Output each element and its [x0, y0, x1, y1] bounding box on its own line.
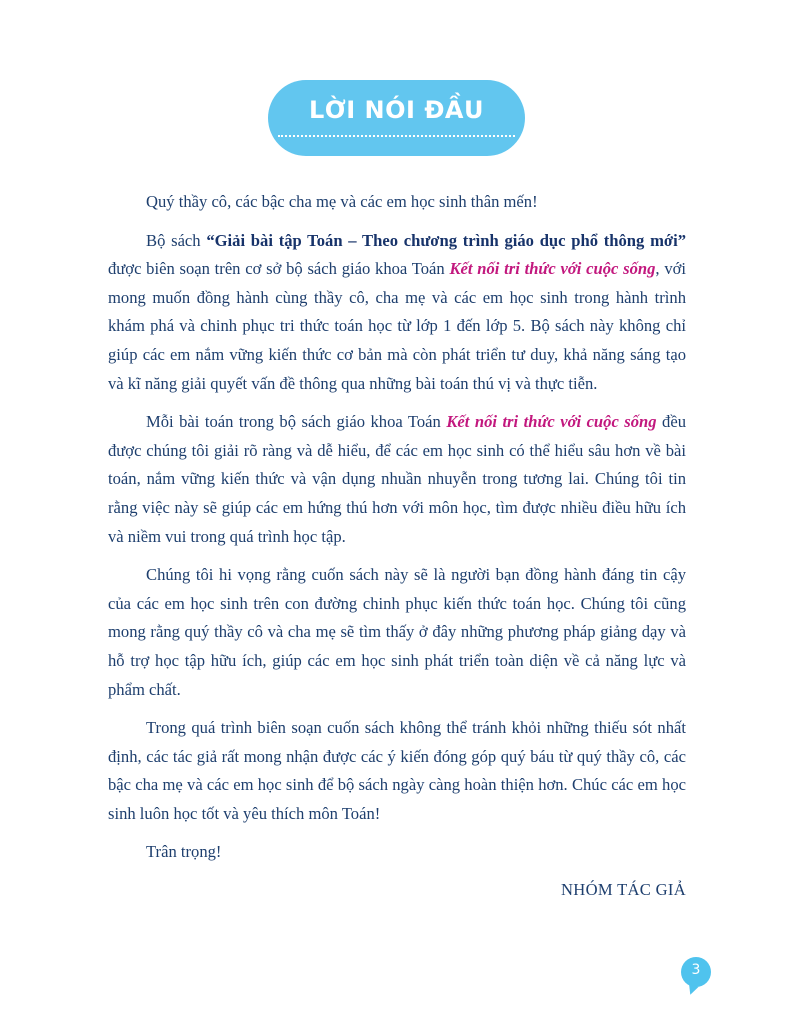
page-number-badge: [681, 957, 711, 987]
p2-lead: Mỗi bài toán trong bộ sách giáo khoa Toán: [146, 412, 447, 432]
page-title: LỜI NÓI ĐẦU: [309, 96, 484, 124]
paragraph-3: Chúng tôi hi vọng rằng cuốn sách này sẽ là người bạn đồng hành đáng tin cậy của các em học sinh trên con đường chinh phục kiến thức toán học. Chúng tôi cũng mong rằng quý thầy cô và cha mẹ sẽ tìm thấy ở đây những phương pháp giảng dạy và hỗ trợ học tập hữu ích, giúp các em học sinh phát triển toàn diện về cả năng lực và phẩm chất.: [108, 565, 686, 699]
signature: NHÓM TÁC GIẢ: [561, 880, 686, 899]
page-number: 3: [691, 962, 701, 978]
paragraph-4: Trong quá trình biên soạn cuốn sách không thể tránh khỏi những thiếu sót nhất định, các tác giả rất mong nhận được các ý kiến đóng góp quý báu từ quý thầy cô, các bậc cha mẹ và các em học sinh để bộ sách ngày càng hoàn thiện hơn. Chúc các em học sinh luôn học tốt và yêu thích môn Toán!: [108, 718, 686, 823]
salutation: Quý thầy cô, các bậc cha mẹ và các em học sinh thân mến!: [146, 192, 538, 211]
closing: Trân trọng!: [146, 842, 222, 862]
p1-lead: Bộ sách: [146, 230, 207, 250]
series-title: “Giải bài tập Toán – Theo chương trình giáo dục phổ thông mới”: [206, 230, 686, 250]
p1-tail: , với mong muốn đồng hành cùng thầy cô, cha mẹ và các em học sinh trong hành trình khám phá và chinh phục tri thức toán học từ lớp 1 đến lớp 5. Bộ sách này không chỉ giúp các em nắm vững kiến thức cơ bản mà còn phát triển tư duy, khả năng sáng tạo và kĩ năng giải quyết vấn đề thông qua những bài toán thú vị và thực tiễn.: [108, 259, 687, 393]
title-dotted-divider: [278, 135, 515, 137]
preface-body: [108, 188, 686, 877]
textbook-title: Kết nối tri thức với cuộc sống: [446, 412, 657, 432]
p1-mid: được biên soạn trên cơ sở bộ sách giáo khoa Toán: [108, 259, 450, 279]
textbook-title: Kết nối tri thức với cuộc sống: [449, 259, 656, 279]
paragraph-1: [108, 227, 686, 399]
p2-tail: đều được chúng tôi giải rõ ràng và dễ hiểu, để các em học sinh có thể hiểu sâu hơn về bài toán, nắm vững kiến thức và vận dụng nhuần nhuyễn trong tương lai. Chúng tôi tin rằng việc này sẽ giúp các em hứng thú hơn với môn học, tìm được nhiều điều hữu ích và niềm vui trong quá trình học tập.: [108, 412, 687, 546]
paragraph-2: [108, 408, 686, 551]
title-banner: [268, 80, 525, 156]
